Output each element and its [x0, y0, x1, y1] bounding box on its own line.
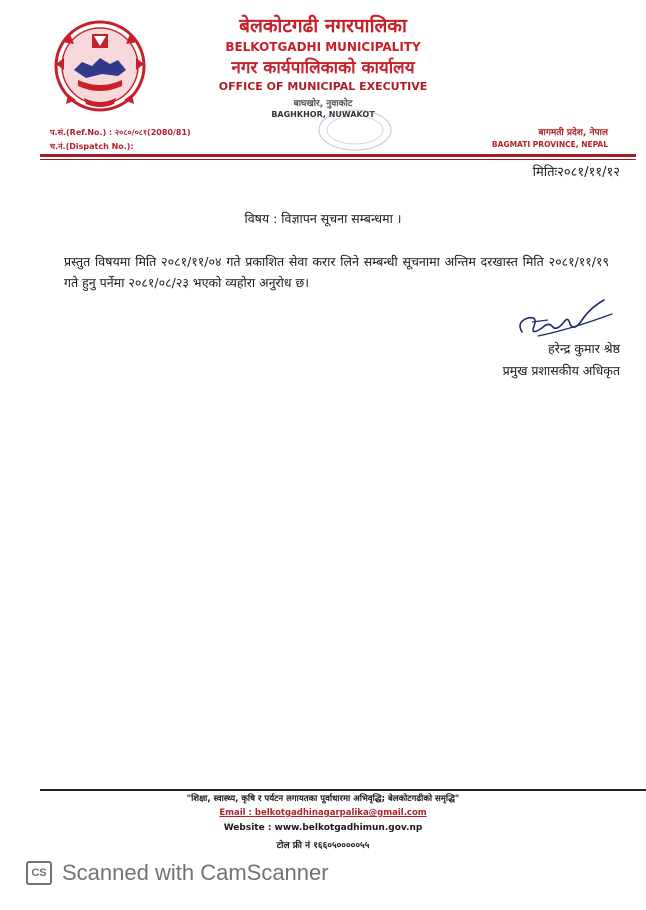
municipality-title-np: बेलकोटगढी नगरपालिका	[239, 15, 407, 37]
office-stamp-icon	[300, 108, 410, 158]
camscanner-label: Scanned with CamScanner	[62, 860, 329, 885]
signer-designation: प्रमुख प्रशासकीय अधिकृत	[502, 363, 620, 378]
footer-email: Email : belkotgadhinagarpalika@gmail.com	[219, 808, 427, 818]
dispatch-number: च.नं.(Dispatch No.):	[50, 142, 134, 151]
reference-number: प.सं.(Ref.No.) : २०८०/०८१(2080/81)	[50, 128, 191, 137]
footer-divider	[40, 789, 646, 791]
office-title-en: OFFICE OF MUNICIPAL EXECUTIVE	[218, 80, 428, 93]
header-divider-thin	[40, 159, 636, 160]
signer-name: हरेन्द्र कुमार श्रेष्ठ	[548, 341, 620, 356]
address-en: BAGHKHOR, NUWAKOT	[271, 110, 375, 119]
office-title-np: नगर कार्यपालिकाको कार्यालय	[231, 58, 415, 78]
camscanner-watermark	[26, 860, 329, 886]
footer-website: Website : www.belkotgadhimun.gov.np	[223, 823, 423, 833]
letter-body: प्रस्तुत विषयमा मिति २०८१/११/०४ गते प्रकाशित सेवा करार लिने सम्बन्धी सूचनामा अन्तिम दरखास्त मिति २०८१/११/१९ गते हुनु पर्नेमा २०८१/०८/२३ भएको व्यहोरा अनुरोध छ।	[64, 254, 609, 290]
municipality-title-en: BELKOTGADHI MUNICIPALITY	[225, 40, 421, 54]
province-en: BAGMATI PROVINCE, NEPAL	[491, 140, 608, 149]
province-np: बागमती प्रदेश, नेपाल	[538, 128, 608, 138]
letter-subject: विषय : विज्ञापन सूचना सम्बन्धमा ।	[244, 211, 402, 226]
letter-date: मितिः२०८१/११/१२	[532, 165, 620, 180]
address-np: बाघखोर, नुवाकोट	[293, 99, 353, 109]
footer-toll-free: टोल फ्री नं १६६०५०००००५५	[276, 841, 370, 851]
header-divider	[40, 154, 636, 157]
camscanner-logo-icon: CS	[26, 861, 52, 885]
footer-motto: "शिक्षा, स्वास्थ्य, कृषि र पर्यटन लगायतका पूर्वाधारमा अभिवृद्धि; बेलकोटगढीको समृद्धि"	[186, 794, 460, 804]
